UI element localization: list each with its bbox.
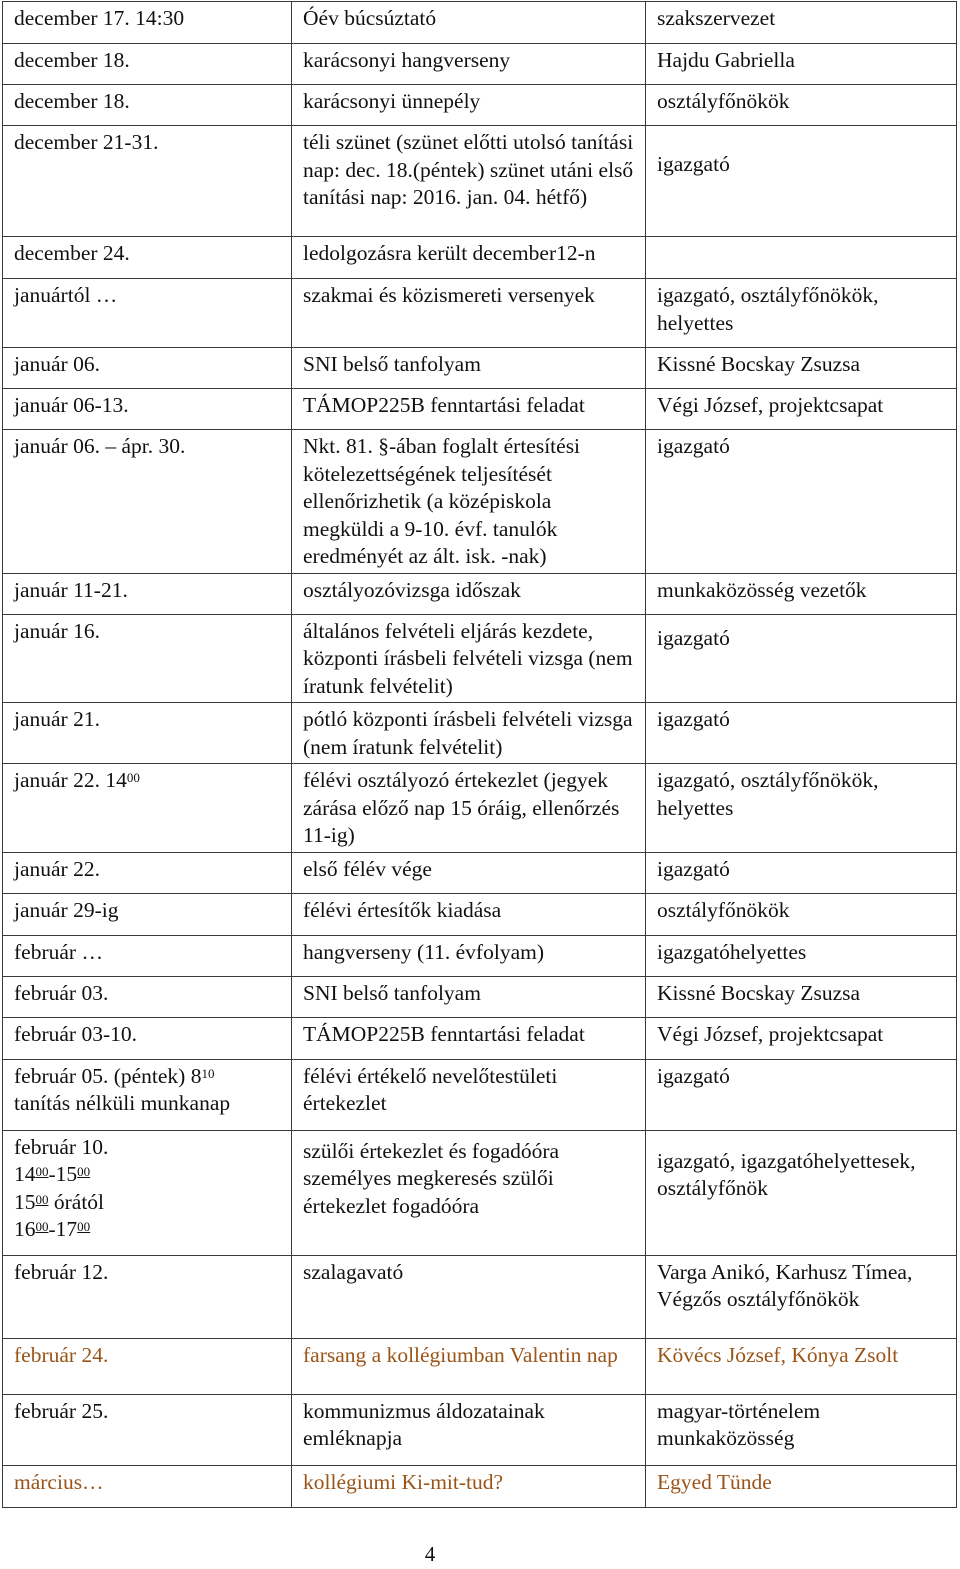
- time-hour: 14: [14, 1162, 36, 1186]
- date-cell: március…: [3, 1465, 292, 1507]
- date-cell: február 03.: [3, 976, 292, 1017]
- time-hour: -15: [48, 1162, 78, 1186]
- responsible-text: igazgató, igazgatóhelyettesek, osztályfőnök: [657, 1148, 916, 1200]
- table-row: [3, 764, 957, 853]
- schedule-table: [2, 1, 957, 1508]
- date-cell: január 06.: [3, 348, 292, 389]
- table-row: [3, 44, 957, 85]
- responsible-cell: [646, 614, 957, 703]
- responsible-cell: magyar-történelem munkaközösség: [646, 1394, 957, 1465]
- responsible-cell: [646, 126, 957, 237]
- table-row: [3, 935, 957, 976]
- responsible-cell: igazgatóhelyettes: [646, 935, 957, 976]
- event-cell: SNI belső tanfolyam: [292, 976, 646, 1017]
- event-cell: általános felvételi eljárás kezdete, központi írásbeli felvételi vizsga (nem íratunk felvételit): [292, 614, 646, 703]
- date-cell: január 22.: [3, 852, 292, 893]
- date-text: február 10.: [14, 1134, 109, 1159]
- responsible-cell: szakszervezet: [646, 2, 957, 44]
- responsible-cell: osztályfőnökök: [646, 893, 957, 935]
- date-cell: januártól …: [3, 279, 292, 348]
- responsible-cell: igazgató, osztályfőnökök, helyettes: [646, 279, 957, 348]
- date-cell: december 17. 14:30: [3, 2, 292, 44]
- time-superscript: 00: [35, 1191, 49, 1207]
- time-superscript: 00: [77, 1164, 91, 1179]
- table-row: [3, 976, 957, 1017]
- responsible-cell: igazgató: [646, 703, 957, 764]
- table-row: [3, 389, 957, 430]
- responsible-cell: [646, 237, 957, 279]
- date-cell: [3, 1130, 292, 1255]
- table-row: [3, 1017, 957, 1059]
- responsible-cell: Hajdu Gabriella: [646, 44, 957, 85]
- table-row: [3, 852, 957, 893]
- event-cell: félévi értesítők kiadása: [292, 893, 646, 935]
- event-cell: farsang a kollégiumban Valentin nap: [292, 1338, 646, 1394]
- date-cell: december 18.: [3, 44, 292, 85]
- event-cell: pótló központi írásbeli felvételi vizsga (nem íratunk felvételit): [292, 703, 646, 764]
- time-superscript: 00: [126, 770, 140, 785]
- responsible-cell: igazgató: [646, 1059, 957, 1130]
- date-cell: január 06. – ápr. 30.: [3, 430, 292, 574]
- table-row: [3, 893, 957, 935]
- event-cell: Óév búcsúztató: [292, 2, 646, 44]
- table-row: [3, 703, 957, 764]
- event-cell: hangverseny (11. évfolyam): [292, 935, 646, 976]
- event-cell: Nkt. 81. §-ában foglalt értesítési kötelezettségének teljesítését ellenőrizhetik (a középiskola megküldi a 9-10. évf. tanulók eredményét az ált. isk. -nak): [292, 430, 646, 574]
- date-cell: december 21-31.: [3, 126, 292, 237]
- table-row: [3, 85, 957, 126]
- time-hour: 15: [14, 1189, 36, 1214]
- table-row: [3, 237, 957, 279]
- time-range-3: [14, 1217, 90, 1241]
- date-cell: [3, 764, 292, 853]
- responsible-cell: munkaközösség vezetők: [646, 573, 957, 614]
- date-cell: február …: [3, 935, 292, 976]
- date-cell: december 18.: [3, 85, 292, 126]
- event-cell: [292, 1130, 646, 1255]
- table-row: [3, 2, 957, 44]
- table-row: [3, 430, 957, 574]
- date-cell: január 21.: [3, 703, 292, 764]
- responsible-text: igazgató: [657, 625, 730, 650]
- time-superscript: 00: [35, 1164, 49, 1179]
- responsible-cell: osztályfőnökök: [646, 85, 957, 126]
- date-text: január 22. 14: [14, 768, 127, 792]
- table-row: [3, 1394, 957, 1465]
- time-hour: -17: [48, 1217, 78, 1241]
- event-cell: TÁMOP225B fenntartási feladat: [292, 389, 646, 430]
- event-cell: szakmai és közismereti versenyek: [292, 279, 646, 348]
- time-suffix: órától: [48, 1189, 105, 1214]
- table-row: [3, 614, 957, 703]
- time-superscript: 00: [35, 1219, 49, 1234]
- event-cell: TÁMOP225B fenntartási feladat: [292, 1017, 646, 1059]
- date-cell: [3, 1059, 292, 1130]
- responsible-cell: Végi József, projektcsapat: [646, 1017, 957, 1059]
- date-text: február 05. (péntek) 8: [14, 1063, 202, 1088]
- event-cell: ledolgozásra került december12-n: [292, 237, 646, 279]
- date-cell: január 06-13.: [3, 389, 292, 430]
- responsible-cell: Kövécs József, Kónya Zsolt: [646, 1338, 957, 1394]
- responsible-cell: igazgató: [646, 852, 957, 893]
- event-cell: SNI belső tanfolyam: [292, 348, 646, 389]
- event-cell: karácsonyi hangverseny: [292, 44, 646, 85]
- date-cell: február 25.: [3, 1394, 292, 1465]
- event-cell: félévi értékelő nevelőtestületi értekezlet: [292, 1059, 646, 1130]
- responsible-cell: Végi József, projektcsapat: [646, 389, 957, 430]
- responsible-cell: igazgató: [646, 430, 957, 574]
- table-row: [3, 573, 957, 614]
- date-note: tanítás nélküli munkanap: [14, 1091, 231, 1115]
- time-hour: 16: [14, 1217, 36, 1241]
- event-cell: első félév vége: [292, 852, 646, 893]
- table-row: [3, 1465, 957, 1507]
- date-cell: január 11-21.: [3, 573, 292, 614]
- responsible-cell: Varga Anikó, Karhusz Tímea, Végzős osztályfőnökök: [646, 1255, 957, 1338]
- time-superscript: 00: [77, 1219, 91, 1234]
- table-row: [3, 348, 957, 389]
- time-range-1: [14, 1162, 90, 1186]
- responsible-cell: igazgató, osztályfőnökök, helyettes: [646, 764, 957, 853]
- table-row: [3, 279, 957, 348]
- event-cell: kollégiumi Ki-mit-tud?: [292, 1465, 646, 1507]
- time-superscript: 10: [201, 1065, 215, 1081]
- date-cell: február 03-10.: [3, 1017, 292, 1059]
- event-cell: téli szünet (szünet előtti utolsó tanítási nap: dec. 18.(péntek) szünet utáni első tanítási nap: 2016. jan. 04. hétfő): [292, 126, 646, 237]
- date-cell: január 16.: [3, 614, 292, 703]
- date-cell: december 24.: [3, 237, 292, 279]
- event-cell: félévi osztályozó értekezlet (jegyek zárása előző nap 15 óráig, ellenőrzés 11-ig): [292, 764, 646, 853]
- event-cell: szalagavató: [292, 1255, 646, 1338]
- date-cell: február 12.: [3, 1255, 292, 1338]
- page-number: 4: [424, 1542, 436, 1566]
- event-cell: osztályozóvizsga időszak: [292, 573, 646, 614]
- time-range-2: [14, 1190, 104, 1214]
- responsible-cell: Egyed Tünde: [646, 1465, 957, 1507]
- table-row: [3, 126, 957, 237]
- date-cell: január 29-ig: [3, 893, 292, 935]
- table-row: [3, 1255, 957, 1338]
- responsible-text: igazgató: [657, 152, 730, 176]
- date-cell: február 24.: [3, 1338, 292, 1394]
- table-row: [3, 1338, 957, 1394]
- event-cell: kommunizmus áldozatainak emléknapja: [292, 1394, 646, 1465]
- table-row: [3, 1130, 957, 1255]
- table-row: [3, 1059, 957, 1130]
- responsible-cell: [646, 1130, 957, 1255]
- event-cell: karácsonyi ünnepély: [292, 85, 646, 126]
- responsible-cell: Kissné Bocskay Zsuzsa: [646, 348, 957, 389]
- responsible-cell: Kissné Bocskay Zsuzsa: [646, 976, 957, 1017]
- event-text: szülői értekezlet és fogadóóra személyes megkeresés szülői értekezlet fogadóóra: [303, 1138, 560, 1218]
